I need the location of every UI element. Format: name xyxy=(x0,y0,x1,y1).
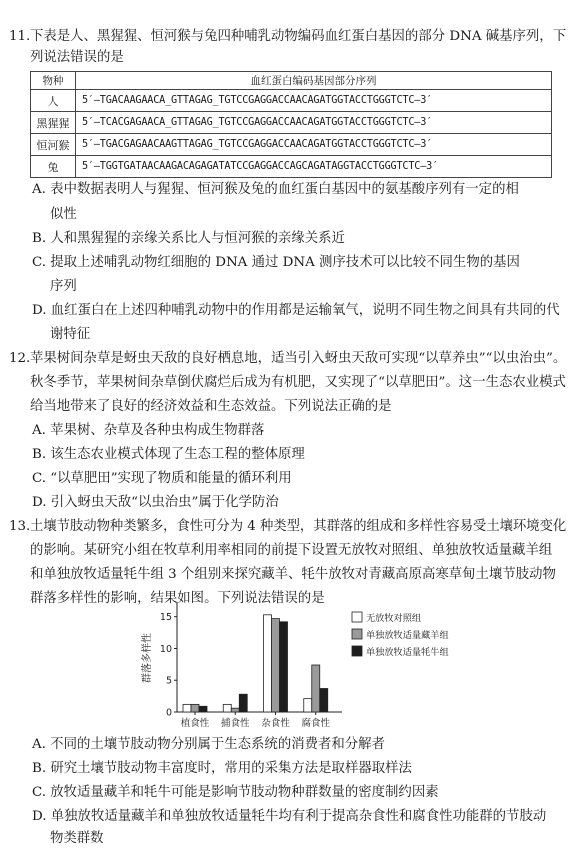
x-tick-label: 腐食性 xyxy=(301,718,331,729)
q11-stem-line1: 下表是人、黑猩猩、恒河猴与兔四种哺乳动物编码血红蛋白基因的部分 DNA 碱基序列，下 xyxy=(30,29,567,44)
q13-stem-line2: 的影响。某研究小组在牧草利用率相同的前提下设置无放牧对照组、单独放牧适量藏羊组 xyxy=(30,543,553,558)
dna-sequence-table xyxy=(30,71,552,178)
q13-option-d: D. 单独放牧适量藏羊和单独放牧适量牦牛均有利于提高杂食性和腐食性功能群的节肢动 xyxy=(32,809,547,824)
q12-stem-line2: 秋冬季节，苹果树间杂草倒伏腐烂后成为有机肥，又实现了“以草肥田”。这一生态农业模式 xyxy=(30,375,566,390)
q13-stem-line1: 土壤节肢动物种类繁多，食性可分为 4 种类型，其群落的组成和多样性容易受土壤环境变化 xyxy=(30,519,567,534)
table-row xyxy=(31,90,552,112)
q11-option-d: D. 血红蛋白在上述四种哺乳动物中的作用都是运输氧气，说明不同生物之间具有共同的代 xyxy=(32,303,560,318)
legend-swatch-1 xyxy=(352,612,362,622)
bar-2-1 xyxy=(191,704,199,712)
q12-number: 12. xyxy=(9,351,31,366)
sequence-cell: 5′—TGACAAGAACA_GTTAGAG_TGTCCGAGGACCAACAGATGGTACCTGGGTCTC—3′ xyxy=(76,90,552,112)
y-tick-label: 5 xyxy=(165,675,172,687)
q13-number: 13. xyxy=(9,519,31,534)
species-cell: 兔 xyxy=(31,156,76,178)
table-row xyxy=(31,112,552,134)
bar-3-1 xyxy=(199,706,207,712)
sequence-cell: 5′—TGGTGATAACAAGACAGAGATATCCGAGGACCAGCAGATAGGTACCTGGGTCTC—3′ xyxy=(76,156,552,178)
q13-option-d-cont: 物类群数 xyxy=(50,831,104,846)
bar-3-3 xyxy=(280,622,288,712)
y-tick-label: 0 xyxy=(165,707,172,719)
legend-swatch-3 xyxy=(352,646,362,656)
legend-label: 单独放牧适量藏羊组 xyxy=(366,630,449,641)
species-cell: 人 xyxy=(31,90,76,112)
q13-option-c: C. 放牧适量藏羊和牦牛可能是影响节肢动物种群数量的密度制约因素 xyxy=(32,785,439,800)
legend-swatch-2 xyxy=(352,629,362,639)
bar-2-2 xyxy=(231,708,239,712)
bar-3-4 xyxy=(320,688,328,712)
q13-option-a: A. 不同的土壤节肢动物分别属于生态系统的消费者和分解者 xyxy=(32,737,385,752)
q11-number: 11. xyxy=(9,29,31,44)
species-cell: 黑猩猩 xyxy=(31,112,76,134)
x-tick-label: 杂食性 xyxy=(261,718,290,729)
q11-option-b: B. 人和黑猩猩的亲缘关系比人与恒河猴的亲缘关系近 xyxy=(32,231,345,246)
bar-3-2 xyxy=(239,694,247,712)
y-tick-label: 15 xyxy=(159,612,172,624)
table-row xyxy=(31,156,552,178)
legend-label: 单独放牧适量牦牛组 xyxy=(366,647,449,658)
legend-label: 无放牧对照组 xyxy=(366,613,422,624)
q13-stem-line4: 群落多样性的影响，结果如图。下列说法错误的是 xyxy=(30,591,325,606)
q12-stem-line1: 苹果树间杂草是蚜虫天敌的良好栖息地，适当引入蚜虫天敌可实现“以草养虫”“以虫治虫”。 xyxy=(30,351,567,366)
header-species: 物种 xyxy=(31,72,76,90)
x-tick-label: 植食性 xyxy=(180,718,210,729)
sequence-cell: 5′—TCACGAGAACA_GTTAGAG_TGTCCGAGGACCAACAGATGGTACCTGGGTCTC—3′ xyxy=(76,112,552,134)
bar-1-1 xyxy=(183,704,191,712)
bar-2-4 xyxy=(312,665,320,712)
q11-option-a-cont: 似性 xyxy=(50,207,77,222)
q12-option-d: D. 引入蚜虫天敌“以虫治虫”属于化学防治 xyxy=(32,495,279,510)
q12-option-a: A. 苹果树、杂草及各种虫构成生物群落 xyxy=(32,423,265,438)
q11-option-a: A. 表中数据表明人与猩猩、恒河猴及兔的血红蛋白基因中的氨基酸序列有一定的相 xyxy=(32,182,519,197)
x-tick-label: 捕食性 xyxy=(220,718,250,729)
bar-1-3 xyxy=(264,615,272,712)
q11-option-d-cont: 谢特征 xyxy=(50,327,91,342)
q11-stem-line2: 列说法错误的是 xyxy=(30,50,124,65)
table-header-row xyxy=(31,72,552,90)
bar-1-4 xyxy=(304,699,312,712)
species-cell: 恒河猴 xyxy=(31,134,76,156)
q11-option-c: C. 提取上述哺乳动物红细胞的 DNA 通过 DNA 测序技术可以比较不同生物的基因 xyxy=(32,255,520,270)
y-tick-label: 10 xyxy=(159,643,172,655)
q11-option-c-cont: 序列 xyxy=(50,279,77,294)
q13-option-b: B. 研究土壤节肢动物丰富度时，常用的采集方法是取样器取样法 xyxy=(32,761,412,776)
q12-option-c: C. “以草肥田”实现了物质和能量的循环利用 xyxy=(32,471,292,486)
q12-option-b: B. 该生态农业模式体现了生态工程的整体原理 xyxy=(32,447,305,462)
table-row xyxy=(31,134,552,156)
diversity-bar-chart xyxy=(140,598,470,731)
bar-2-3 xyxy=(272,619,280,712)
y-axis-label: 群落多样性 xyxy=(142,633,153,683)
bar-1-2 xyxy=(223,704,231,712)
q13-stem-line3: 和单独放牧适量牦牛组 3 个组别来探究藏羊、牦牛放牧对青藏高原高寒草甸土壤节肢动物 xyxy=(30,567,556,582)
q12-stem-line3: 给当地带来了良好的经济效益和生态效益。下列说法正确的是 xyxy=(30,399,392,414)
sequence-cell: 5′—TGACGAGAACAAGTTAGAG_TGTCCGAGGACCAACAGATGGTACCTGGGTCTC—3′ xyxy=(76,134,552,156)
header-sequence: 血红蛋白编码基因部分序列 xyxy=(76,72,552,90)
